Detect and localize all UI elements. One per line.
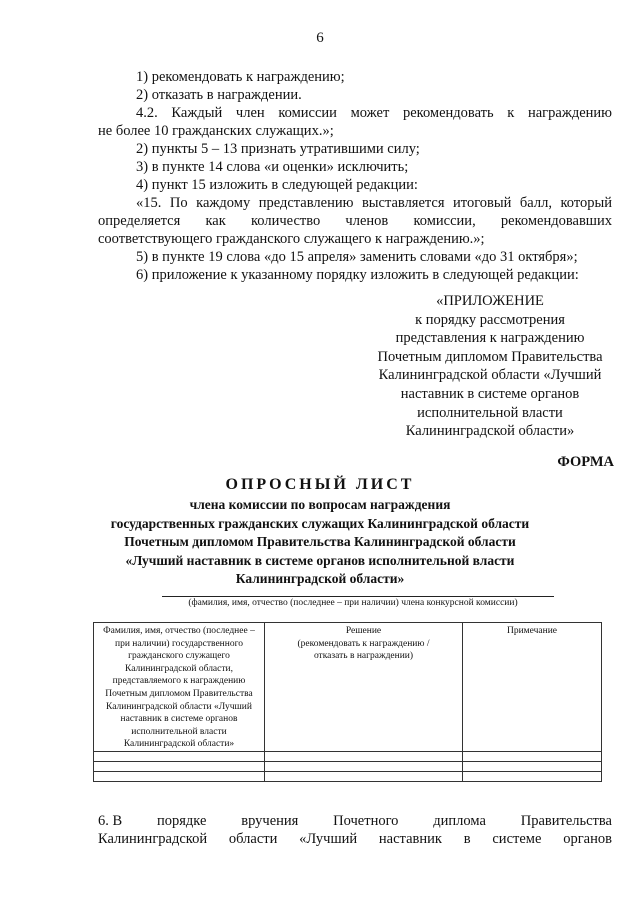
appendix-line: Калининградской области «Лучший [378,367,602,384]
header-line: гражданского служащего [128,651,230,662]
paragraph: 1) рекомендовать к награждению; [136,69,345,85]
word: области [228,831,278,847]
table-row [94,751,602,761]
fio-underline [162,596,554,597]
paragraph: не более 10 гражданских служащих.»; [98,123,334,139]
word: 6. В [98,813,123,829]
word: Калининградской [98,831,208,847]
table-header-row [94,623,602,752]
paragraph: соответствующего гражданского служащего к награждению.»; [98,231,485,247]
header-cell-fio [94,623,265,752]
word: органов [563,831,612,847]
subtitle-line: Почетным дипломом Правительства Калининградской области [124,534,516,549]
table-row [94,771,602,781]
appendix-line: к порядку рассмотрения [415,311,565,328]
table-cell[interactable] [463,751,602,761]
appendix-line: Почетным дипломом Правительства [377,348,603,365]
table-cell[interactable] [265,761,463,771]
subtitle-line: государственных гражданских служащих Калининградской области [110,515,530,531]
table-cell[interactable] [265,771,463,781]
word: «Лучший [299,831,358,847]
paragraph: «15. По каждому представлению выставляется итоговый балл, который [136,195,612,211]
table-cell[interactable] [94,761,265,771]
appendix-line: «ПРИЛОЖЕНИЕ [436,293,544,309]
header-cell-decision [265,623,463,752]
header-line: (рекомендовать к награждению / [297,638,430,649]
header-line: Калининградской области «Лучший [106,701,252,712]
table-cell[interactable] [463,771,602,781]
appendix-line: наставник в системе органов [400,385,580,402]
survey-table [93,622,602,782]
forma-label: ФОРМА [557,454,614,470]
header-line: отказать в награждении) [313,651,414,662]
subtitle-line: Калининградской области» [235,571,405,586]
header-line: при наличии) государственного [114,638,244,649]
header-line: Фамилия, имя, отчество (последнее – [103,626,255,636]
header-line: Примечание [506,626,558,636]
appendix-line: исполнительной власти [417,404,563,421]
word: системе [492,831,542,847]
header-cell-note [463,623,602,752]
header-line: Калининградской области» [123,739,235,750]
paragraph: 6) приложение к указанному порядку изложить в следующей редакции: [136,267,579,283]
appendix-line: представления к награждению [395,330,585,347]
form-subtitle [0,496,640,589]
fio-caption: (фамилия, имя, отчество (последнее – при наличии) члена конкурсной комиссии) [188,598,518,608]
paragraph: 5) в пункте 19 слова «до 15 апреля» заменить словами «до 31 октября»; [136,249,578,265]
header-line: Решение [345,626,382,636]
bottom-paragraph-line1 [98,812,612,830]
paragraph: 2) пункты 5 – 13 признать утратившими силу; [136,141,420,157]
header-line: Калининградской области, [125,663,233,674]
form-title: ОПРОСНЫЙ ЛИСТ [225,476,415,493]
word: вручения [241,813,299,829]
header-line: представляемого к награждению [112,676,246,687]
table-cell[interactable] [94,771,265,781]
header-line: исполнительной власти [131,726,227,737]
header-line: наставник в системе органов [120,714,238,725]
paragraph: 2) отказать в награждении. [136,87,302,103]
header-line: Почетным дипломом Правительства [105,688,253,699]
word: наставник [378,831,442,847]
table-row [94,761,602,771]
word: Почетного [333,813,399,829]
word: в [463,831,471,847]
word: Правительства [520,813,612,829]
paragraph: определяется как количество членов комиссии, рекомендовавших [98,213,612,229]
appendix-line: Калининградской области» [405,423,575,440]
paragraph: 4.2. Каждый член комиссии может рекомендовать к награждению [136,105,612,121]
word: диплома [433,813,486,829]
paragraph: 4) пункт 15 изложить в следующей редакции: [136,177,418,193]
word: порядке [157,813,207,829]
bottom-paragraph-line2 [98,830,612,848]
table-cell[interactable] [94,751,265,761]
appendix-header [340,292,640,441]
table-cell[interactable] [265,751,463,761]
subtitle-line: члена комиссии по вопросам награждения [189,497,451,512]
table-cell[interactable] [463,761,602,771]
page-number: 6 [316,30,324,46]
paragraph: 3) в пункте 14 слова «и оценки» исключить; [136,159,409,175]
subtitle-line: «Лучший наставник в системе органов исполнительной власти [125,552,515,568]
